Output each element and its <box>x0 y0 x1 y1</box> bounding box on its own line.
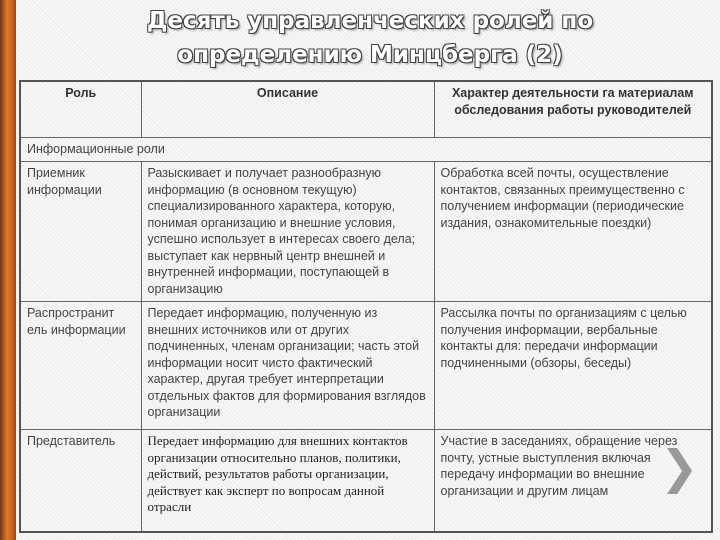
chevron-right-icon[interactable]: ❯ <box>660 440 699 494</box>
section-row <box>20 137 712 162</box>
header-role: Роль <box>20 81 141 137</box>
header-description: Описание <box>141 81 434 137</box>
roles-table <box>19 80 713 533</box>
activity-cell: Участие в заседаниях, обращение через почту, устные выступления включая передачу информации во внешние организации и другим лицам <box>434 430 712 532</box>
table-row <box>20 162 712 302</box>
activity-cell: Обработка всей почты, осуществление контактов, связанных преимущественно с получением информации (периодические издания, ознакомительные поездки) <box>434 162 712 302</box>
table-header-row <box>20 81 712 137</box>
role-cell: Приемник информации <box>20 162 141 302</box>
description-cell: Разыскивает и получает разнообразную информацию (в основном текущую) специализированного характера, которую, понимая организацию и внешние условия, успешно использует в интересах своего дела; выступает как нервный центр внешней и внутренней информации, поступающей в организацию <box>141 162 434 302</box>
accent-bar <box>0 0 16 540</box>
table-row <box>20 430 712 532</box>
section-label: Информационные роли <box>20 137 712 162</box>
activity-cell: Рассылка почты по организациям с целью получения информации, вербальные контакты для: передачи информации подчиненными (обзоры, беседы) <box>434 302 712 430</box>
description-cell: Передает информацию, полученную из внешних источников или от других подчиненных, членам организации; часть этой информации носит чисто фактический характер, другая требует интерпретации отдельных фактов для формирования взглядов организации <box>141 302 434 430</box>
role-cell: Представитель <box>20 430 141 532</box>
table-row <box>20 302 712 430</box>
header-activity: Характер деятельности га материалам обследования работы руководителей <box>434 81 712 137</box>
role-cell: Распространит ель информации <box>20 302 141 430</box>
description-cell: Передает информацию для внешних контактов организации относительно планов, политики, действий, результатов работы организации, действует как эксперт по вопросам данной отрасли <box>141 430 434 532</box>
slide-title: Десять управленческих ролей по определению Минцберга (2) <box>146 8 594 68</box>
